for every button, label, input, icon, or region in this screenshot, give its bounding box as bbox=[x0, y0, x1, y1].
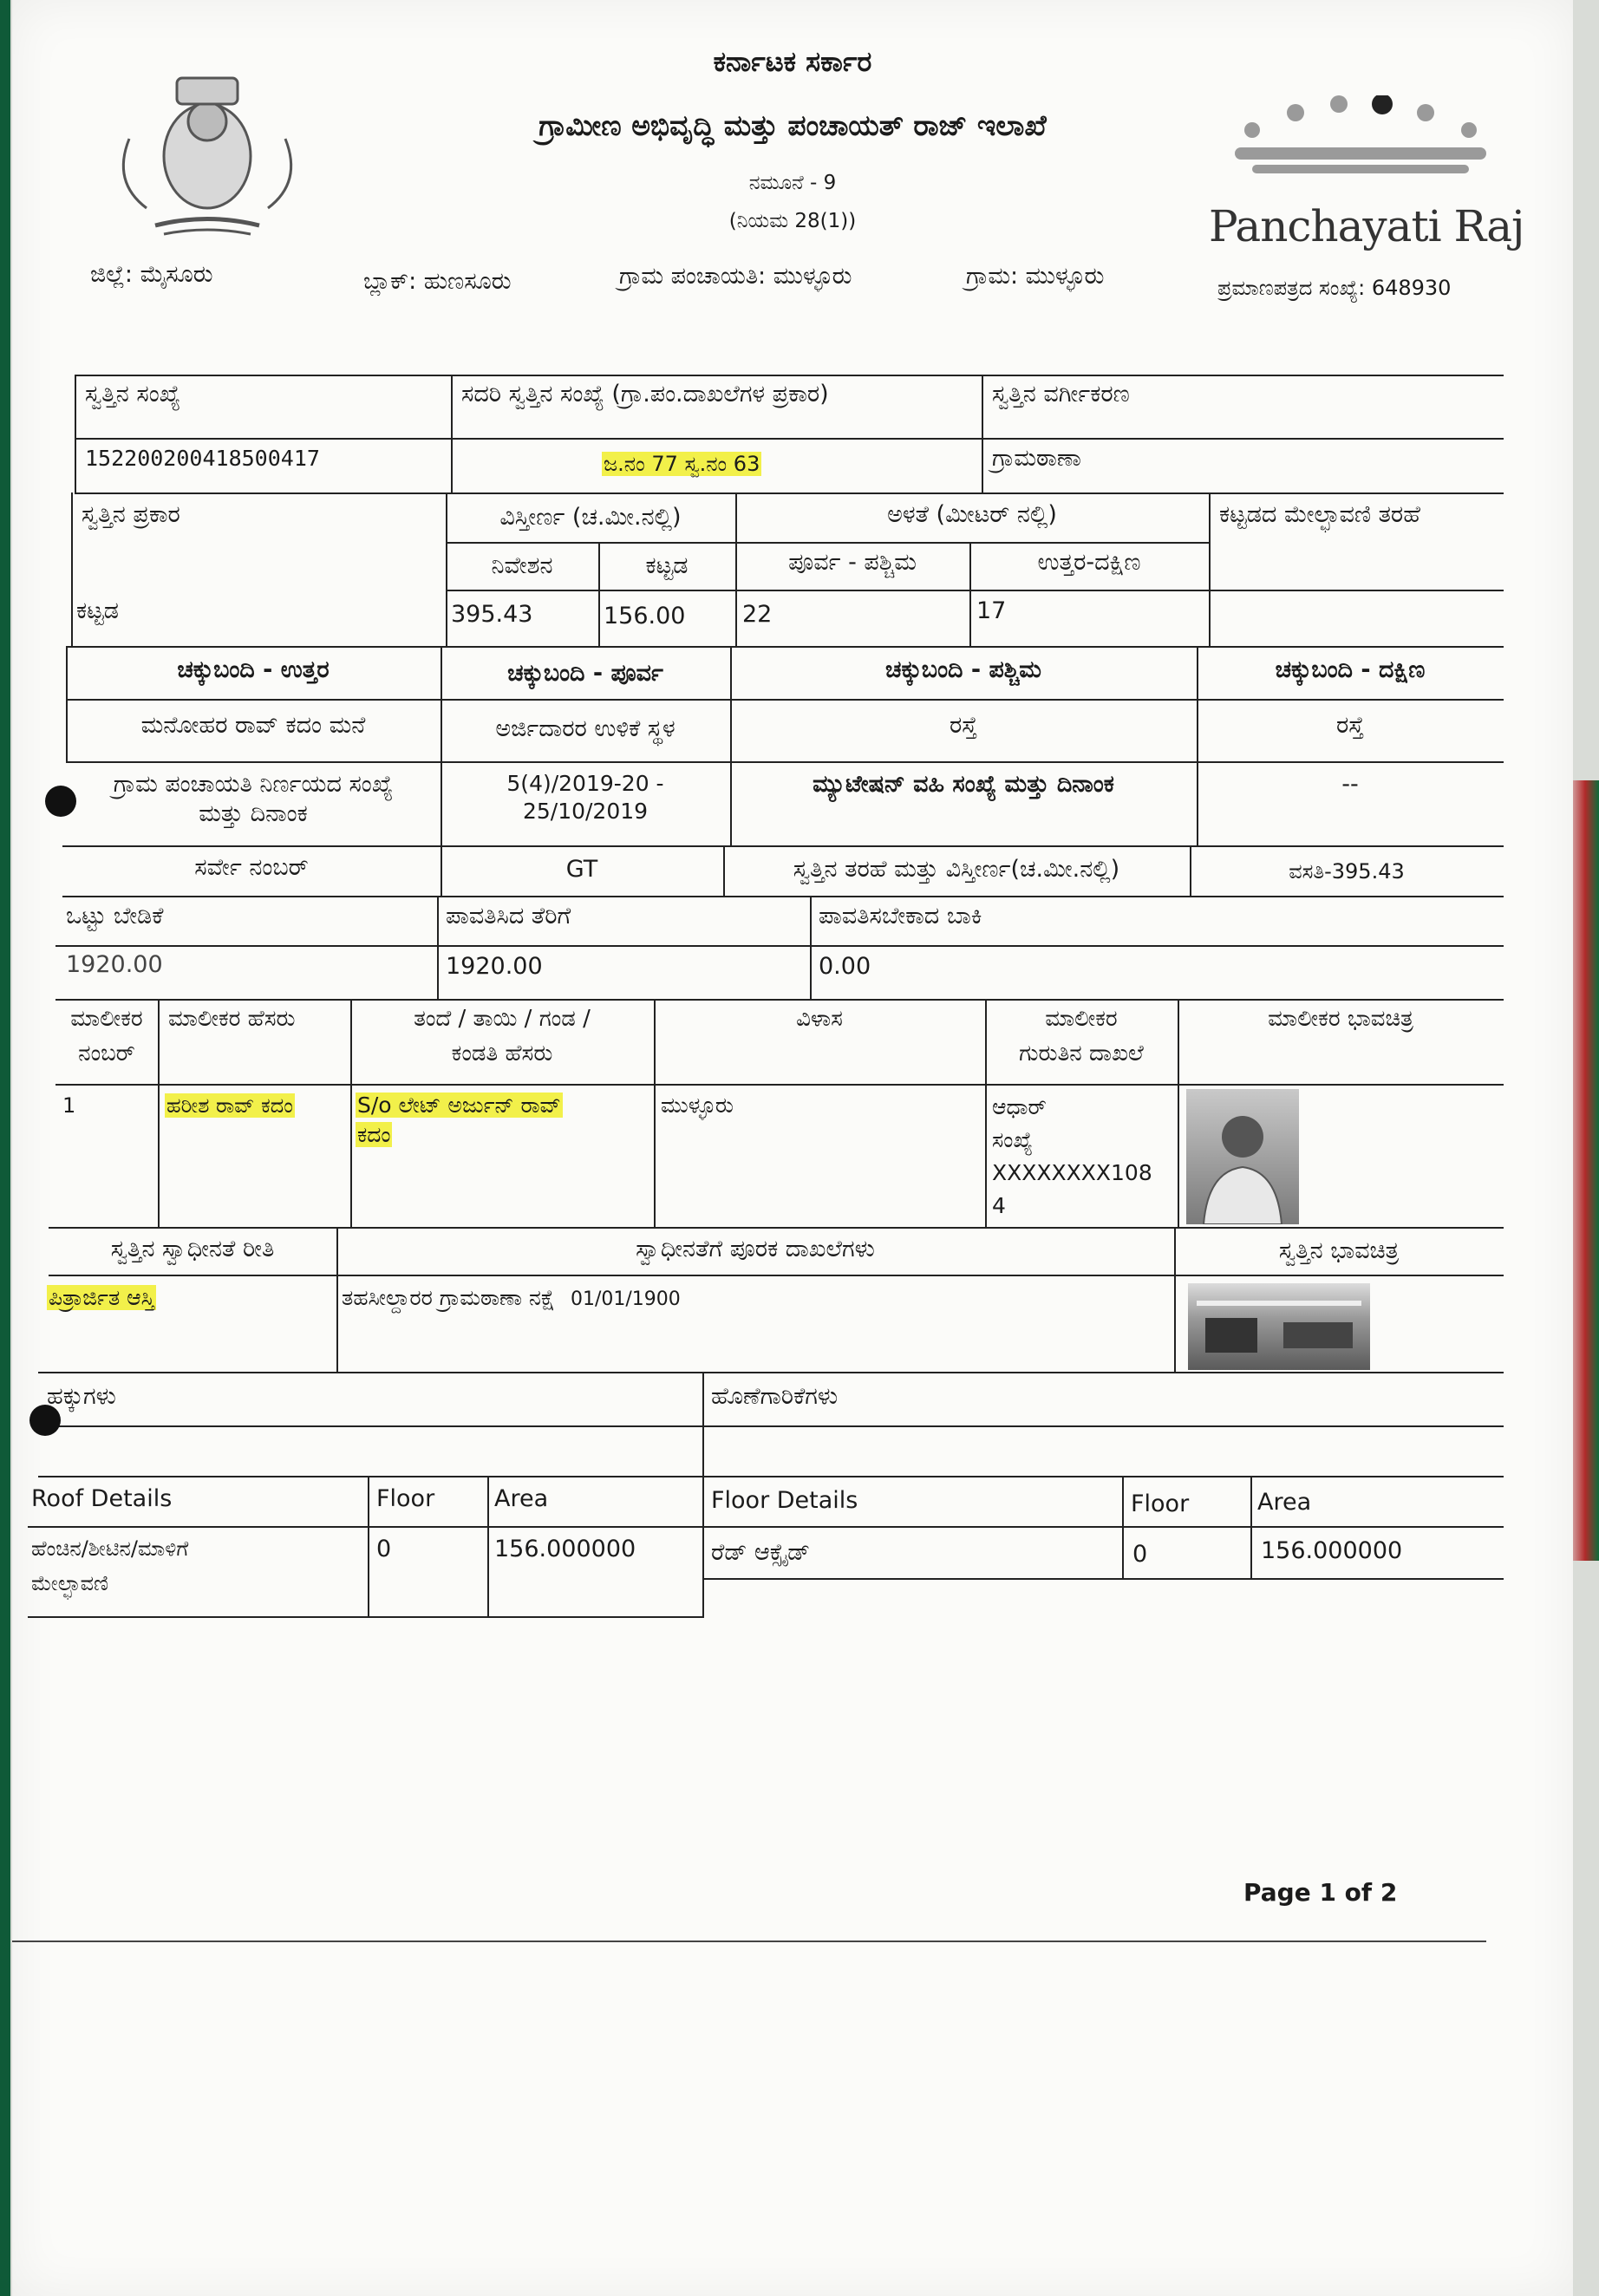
record-number-label: ಸದರಿ ಸ್ವತ್ತಿನ ಸಂಖ್ಯೆ (ಗ್ರಾ.ಪಂ.ದಾಖಲೆಗಳ ಪ್ರಕಾರ) bbox=[461, 381, 829, 408]
survey-number-label: ಸರ್ವೇ ನಂಬರ್ bbox=[194, 854, 309, 881]
owner-name-value bbox=[165, 1091, 295, 1120]
tax-paid-value: 1920.00 bbox=[446, 953, 543, 980]
balance-value: 0.00 bbox=[819, 953, 871, 980]
document-page bbox=[12, 0, 1573, 2296]
property-photo bbox=[1188, 1283, 1370, 1370]
form-number: ನಮೂನೆ - 9 bbox=[748, 172, 837, 194]
resolution-label-line2: ಮತ್ತು ದಿನಾಂಕ bbox=[199, 800, 308, 827]
floor-area-value: 156.000000 bbox=[1261, 1537, 1403, 1564]
owner-id-label-line2: ಗುರುತಿನ ದಾಖಲೆ bbox=[1019, 1040, 1144, 1066]
block: ಬ್ಲಾಕ್: ಹುಣಸೂರು bbox=[363, 268, 512, 295]
address-value: ಮುಳ್ಳೂರು bbox=[661, 1093, 734, 1118]
property-type-label: ಸ್ವತ್ತಿನ ಪ್ರಕಾರ bbox=[82, 501, 180, 528]
owner-number-label-line2: ನಂಬರ್ bbox=[78, 1040, 135, 1066]
resolution-label-line1: ಗ್ರಾಮ ಪಂಚಾಯತಿ ನಿರ್ಣಯದ ಸಂಖ್ಯೆ bbox=[113, 771, 394, 798]
resolution-label bbox=[66, 770, 441, 829]
liabilities-label: ಹೊಣೆಗಾರಿಕೆಗಳು bbox=[711, 1383, 839, 1410]
relation-label-line2: ಕಂಡತಿ ಹೆಸರು bbox=[451, 1040, 553, 1066]
area-label: ವಿಸ್ತೀರ್ಣ (ಚ.ಮೀ.ನಲ್ಲಿ) bbox=[499, 504, 682, 531]
building-photo-icon bbox=[1188, 1283, 1370, 1370]
boundary-south-value: ರಸ್ತೆ bbox=[1336, 712, 1364, 739]
site-area-value: 395.43 bbox=[451, 601, 533, 628]
property-photo-label: ಸ್ವತ್ತಿನ ಭಾವಚಿತ್ರ bbox=[1278, 1237, 1400, 1264]
acquisition-docs-label: ಸ್ವಾಧೀನತೆಗೆ ಪೂರಕ ದಾಖಲೆಗಳು bbox=[636, 1236, 875, 1262]
floor-floor-value: 0 bbox=[1132, 1541, 1148, 1568]
property-id-label: ಸ್ವತ್ತಿನ ಸಂಖ್ಯೆ bbox=[85, 381, 181, 408]
relation-value-line2: ಕದಂ bbox=[357, 1122, 391, 1147]
building-area-value: 156.00 bbox=[604, 603, 686, 629]
acquisition-docs-value bbox=[342, 1283, 681, 1314]
roof-value-line1: ಹೆಂಚಿನ/ಶೀಟಿನ/ಮಾಳಿಗೆ bbox=[31, 1536, 189, 1561]
owner-id-line3: XXXXXXXX108 bbox=[992, 1160, 1152, 1185]
record-number-text: ಜ.ನಂ 77 ಸ್ವ.ನಂ 63 bbox=[604, 452, 760, 476]
owner-number-label-line1: ಮಾಲೀಕರ bbox=[70, 1006, 143, 1032]
owner-id-line4: 4 bbox=[992, 1193, 1006, 1218]
acquisition-mode-text: ಪಿತ್ರಾರ್ಜಿತ ಆಸ್ತಿ bbox=[49, 1285, 155, 1310]
owner-number-value: 1 bbox=[62, 1093, 76, 1118]
government-title: ಕರ್ನಾಟಕ ಸರ್ಕಾರ bbox=[713, 45, 872, 78]
panchayati-raj-logo-text: Panchayati Raj bbox=[1209, 201, 1524, 251]
acquisition-docs-date: 01/01/1900 bbox=[570, 1288, 681, 1310]
total-demand-label: ಒಟ್ಟು ಬೇಡಿಕೆ bbox=[66, 903, 164, 929]
boundary-north-value: ಮನೋಹರ ರಾವ್ ಕದಂ ಮನೆ bbox=[140, 712, 366, 739]
roof-value bbox=[31, 1531, 188, 1601]
boundary-west-value: ರಸ್ತೆ bbox=[950, 712, 977, 739]
person-icon bbox=[1186, 1089, 1299, 1224]
gram-panchayat: ಗ್ರಾಮ ಪಂಚಾಯತಿ: ಮುಳ್ಳೂರು bbox=[619, 263, 852, 290]
boundary-east-label: ಚಕ್ಕುಬಂದಿ - ಪೂರ್ವ bbox=[507, 660, 663, 687]
mutation-label: ಮ್ಯುಟೇಷನ್ ವಹಿ ಸಂಖ್ಯೆ ಮತ್ತು ದಿನಾಂಕ bbox=[813, 771, 1114, 798]
classification-value: ಗ್ರಾಮಠಾಣಾ bbox=[992, 445, 1081, 472]
tax-paid-label: ಪಾವತಿಸಿದ ತೆರಿಗೆ bbox=[446, 903, 571, 929]
owner-id-label bbox=[985, 1004, 1178, 1068]
resolution-value-line2: 25/10/2019 bbox=[522, 799, 649, 824]
karnataka-emblem-icon bbox=[95, 61, 320, 247]
survey-number-value: GT bbox=[565, 856, 598, 883]
village: ಗ್ರಾಮ: ಮುಳ್ಳೂರು bbox=[966, 263, 1105, 290]
north-south-label: ಉತ್ತರ-ದಕ್ಷಿಣ bbox=[1037, 549, 1141, 576]
acquisition-docs-text: ತಹಸೀಲ್ದಾರರ ಗ್ರಾಮಠಾಣಾ ನಕ್ಷೆ bbox=[342, 1285, 556, 1310]
acquisition-mode-value bbox=[47, 1283, 156, 1313]
owner-name-text: ಹರೀಶ ರಾವ್ ಕದಂ bbox=[166, 1093, 293, 1118]
boundary-east-value: ಅರ್ಜಿದಾರರ ಉಳಿಕೆ ಸ್ಥಳ bbox=[495, 715, 675, 742]
address-label: ವಿಳಾಸ bbox=[796, 1006, 843, 1032]
record-number-value bbox=[602, 449, 761, 479]
roof-type-label: ಕಟ್ಟಡದ ಮೇಲ್ಛಾವಣಿ ತರಹೆ bbox=[1219, 501, 1421, 528]
department-title: ಗ್ರಾಮೀಣ ಅಭಿವೃದ್ಧಿ ಮತ್ತು ಪಂಚಾಯತ್ ರಾಜ್ ಇಲಾಖೆ bbox=[538, 108, 1047, 142]
page-number: Page 1 of 2 bbox=[1243, 1878, 1398, 1907]
total-demand-value: 1920.00 bbox=[66, 951, 163, 978]
relation-value bbox=[356, 1091, 563, 1150]
relation-value-line1: S/o ಲೇಟ್ ಅರ್ಜುನ್ ರಾವ್ bbox=[357, 1093, 561, 1118]
type-area-value: ವಸತಿ-395.43 bbox=[1289, 859, 1405, 884]
owner-photo bbox=[1186, 1089, 1299, 1224]
roof-details-label: Roof Details bbox=[31, 1485, 173, 1512]
owner-id-line2: ಸಂಖ್ಯೆ bbox=[992, 1127, 1034, 1152]
owner-id-value bbox=[992, 1091, 1152, 1223]
owner-id-label-line1: ಮಾಲೀಕರ bbox=[1045, 1006, 1118, 1032]
east-west-label: ಪೂರ್ವ - ಪಶ್ಚಿಮ bbox=[788, 549, 917, 576]
site-label: ನಿವೇಶನ bbox=[491, 552, 553, 579]
resolution-value bbox=[441, 770, 730, 825]
relation-label bbox=[350, 1004, 654, 1068]
relation-label-line1: ತಂದೆ / ತಾಯಿ / ಗಂಡ / bbox=[414, 1006, 591, 1032]
roof-floor-value: 0 bbox=[376, 1536, 392, 1562]
roof-value-line2: ಮೇಲ್ಛಾವಣಿ bbox=[31, 1571, 108, 1595]
north-south-value: 17 bbox=[976, 597, 1007, 624]
type-area-label: ಸ್ವತ್ತಿನ ತರಹೆ ಮತ್ತು ವಿಸ್ತೀರ್ಣ(ಚ.ಮೀ.ನಲ್ಲಿ) bbox=[793, 856, 1120, 883]
balance-label: ಪಾವತಿಸಬೇಕಾದ ಬಾಕಿ bbox=[819, 903, 982, 929]
owner-photo-label: ಮಾಲೀಕರ ಭಾವಚಿತ್ರ bbox=[1268, 1006, 1413, 1032]
dimension-label: ಅಳತೆ (ಮೀಟರ್ ನಲ್ಲಿ) bbox=[887, 501, 1057, 528]
floor-value: ರೆಡ್ ಆಕ್ಸೈಡ್ bbox=[711, 1539, 811, 1566]
certificate-number: ಪ್ರಮಾಣಪತ್ರದ ಸಂಖ್ಯೆ: 648930 bbox=[1217, 276, 1452, 300]
property-type-value: ಕಟ್ಟಡ bbox=[76, 597, 119, 624]
owner-id-line1: ಆಧಾರ್ bbox=[992, 1094, 1047, 1119]
mutation-value: -- bbox=[1341, 771, 1359, 798]
floor-details-label: Floor Details bbox=[711, 1487, 858, 1514]
building-label: ಕಟ್ಟಡ bbox=[645, 552, 689, 579]
roof-floor-label: Floor bbox=[376, 1485, 435, 1512]
boundary-north-label: ಚಕ್ಕುಬಂದಿ - ಉತ್ತರ bbox=[177, 656, 330, 683]
property-id-value: 152200200418500417 bbox=[85, 446, 320, 471]
acquisition-mode-label: ಸ್ವತ್ತಿನ ಸ್ವಾಧೀನತೆ ರೀತಿ bbox=[110, 1236, 275, 1262]
floor-area-label: Area bbox=[1257, 1489, 1312, 1516]
owner-name-label: ಮಾಲೀಕರ ಹೆಸರು bbox=[168, 1006, 296, 1032]
floor-floor-label: Floor bbox=[1131, 1490, 1190, 1517]
rule-reference: (ನಿಯಮ 28(1)) bbox=[728, 210, 857, 232]
background-edge-left bbox=[0, 0, 10, 2296]
boundary-west-label: ಚಕ್ಕುಬಂದಿ - ಪಶ್ಚಿಮ bbox=[885, 656, 1041, 683]
resolution-value-line1: 5(4)/2019-20 - bbox=[506, 771, 664, 796]
classification-label: ಸ್ವತ್ತಿನ ವರ್ಗೀಕರಣ bbox=[992, 381, 1130, 408]
east-west-value: 22 bbox=[742, 601, 773, 628]
rights-label: ಹಕ್ಕುಗಳು bbox=[47, 1383, 116, 1410]
owner-number-label bbox=[55, 1004, 158, 1068]
district: ಜಿಲ್ಲೆ: ಮೈಸೂರು bbox=[90, 261, 213, 288]
boundary-south-label: ಚಕ್ಕುಬಂದಿ - ದಕ್ಷಿಣ bbox=[1275, 656, 1426, 683]
roof-area-label: Area bbox=[494, 1485, 549, 1512]
roof-area-value: 156.000000 bbox=[494, 1536, 636, 1562]
